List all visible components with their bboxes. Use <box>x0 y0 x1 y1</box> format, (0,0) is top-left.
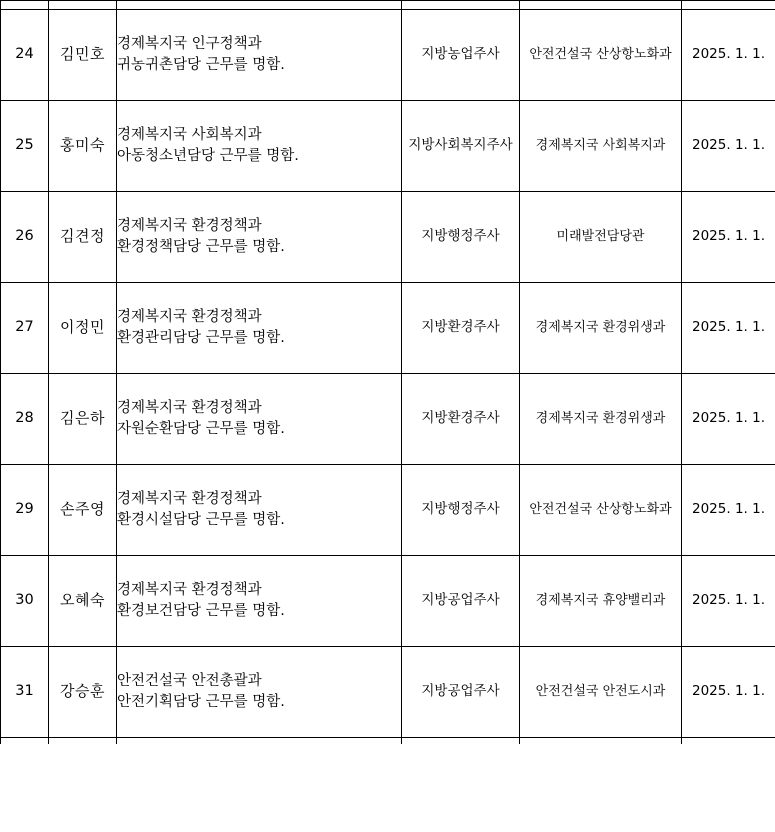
cell-no <box>1 556 49 647</box>
table-row <box>1 10 775 101</box>
cell-name <box>49 556 117 647</box>
cell-detail <box>117 101 402 192</box>
row-rank: 지방사회복지주사 <box>408 137 513 154</box>
cell-date <box>682 465 775 556</box>
table-row <box>1 283 775 374</box>
cell-date <box>682 10 775 101</box>
row-rank: 지방공업주사 <box>421 683 500 700</box>
row-detail-line1: 경제복지국 인구정책과 <box>117 35 262 52</box>
cell-no <box>1 374 49 465</box>
cell-name <box>49 374 117 465</box>
row-name: 김견정 <box>60 226 105 245</box>
row-date: 2025. 1. 1. <box>692 592 765 609</box>
row-date: 2025. 1. 1. <box>692 228 765 245</box>
cell-detail <box>117 1 402 10</box>
cell-detail <box>117 738 402 745</box>
cell-rank <box>402 101 520 192</box>
row-detail-line2: 환경관리담당 근무를 명함. <box>117 330 285 346</box>
table-row-partial-top <box>1 1 775 10</box>
cell-name <box>49 283 117 374</box>
cell-no <box>1 10 49 101</box>
row-rank: 지방공업주사 <box>421 592 500 609</box>
cell-detail <box>117 647 402 738</box>
table-row <box>1 374 775 465</box>
cell-date <box>682 738 775 745</box>
row-date: 2025. 1. 1. <box>692 683 765 700</box>
row-date: 2025. 1. 1. <box>692 501 765 518</box>
row-no: 31 <box>15 683 34 700</box>
row-detail-line1: 경제복지국 환경정책과 <box>117 490 262 507</box>
cell-dept <box>520 283 682 374</box>
cell-detail <box>117 374 402 465</box>
cell-rank <box>402 738 520 745</box>
row-detail-line2: 아동청소년담당 근무를 명함. <box>117 148 299 164</box>
row-dept: 안전건설국 산상항노화과 <box>529 502 672 518</box>
row-detail-line1: 경제복지국 환경정책과 <box>117 581 262 598</box>
table-row-partial-bottom <box>1 738 775 745</box>
row-detail-line2: 환경보건담당 근무를 명함. <box>117 603 285 619</box>
row-no: 24 <box>15 46 34 63</box>
cell-rank <box>402 10 520 101</box>
cell-no <box>1 101 49 192</box>
cell-dept <box>520 738 682 745</box>
cell-name <box>49 465 117 556</box>
cell-name <box>49 192 117 283</box>
table-row <box>1 465 775 556</box>
cell-detail <box>117 465 402 556</box>
row-dept: 경제복지국 환경위생과 <box>535 320 666 336</box>
row-detail-line1: 경제복지국 환경정책과 <box>117 399 262 416</box>
row-detail-line2: 귀농귀촌담당 근무를 명함. <box>117 57 285 73</box>
row-no: 25 <box>15 137 34 154</box>
row-detail-line1: 경제복지국 환경정책과 <box>117 217 262 234</box>
row-name: 오혜숙 <box>60 590 105 609</box>
cell-no <box>1 283 49 374</box>
cell-no <box>1 192 49 283</box>
cell-name <box>49 738 117 745</box>
row-name: 김민호 <box>60 44 105 63</box>
row-no: 28 <box>15 410 34 427</box>
cell-rank <box>402 283 520 374</box>
row-dept: 경제복지국 환경위생과 <box>535 411 666 427</box>
cell-name <box>49 101 117 192</box>
cell-detail <box>117 556 402 647</box>
row-rank: 지방행정주사 <box>421 228 500 245</box>
row-detail-line1: 안전건설국 안전총괄과 <box>117 672 262 689</box>
row-dept: 안전건설국 산상항노화과 <box>529 47 672 63</box>
row-no: 29 <box>15 501 34 518</box>
row-name: 홍미숙 <box>60 135 105 154</box>
cell-no <box>1 738 49 745</box>
cell-date <box>682 647 775 738</box>
row-detail-line2: 안전기획담당 근무를 명함. <box>117 694 285 710</box>
row-date: 2025. 1. 1. <box>692 410 765 427</box>
row-dept: 안전건설국 안전도시과 <box>535 684 666 700</box>
row-rank: 지방행정주사 <box>421 501 500 518</box>
cell-rank <box>402 465 520 556</box>
table-row <box>1 101 775 192</box>
cell-dept <box>520 374 682 465</box>
cell-dept <box>520 192 682 283</box>
cell-dept <box>520 647 682 738</box>
cell-date <box>682 283 775 374</box>
cell-no <box>1 647 49 738</box>
row-rank: 지방농업주사 <box>421 46 500 63</box>
cell-name <box>49 647 117 738</box>
cell-no <box>1 1 49 10</box>
row-date: 2025. 1. 1. <box>692 46 765 63</box>
cell-detail <box>117 192 402 283</box>
cell-name <box>49 10 117 101</box>
cell-date <box>682 101 775 192</box>
row-name: 손주영 <box>60 499 105 518</box>
row-date: 2025. 1. 1. <box>692 137 765 154</box>
cell-rank <box>402 647 520 738</box>
cell-dept <box>520 465 682 556</box>
cell-rank <box>402 556 520 647</box>
cell-date <box>682 192 775 283</box>
cell-dept <box>520 556 682 647</box>
row-no: 27 <box>15 319 34 336</box>
cell-detail <box>117 283 402 374</box>
row-date: 2025. 1. 1. <box>692 319 765 336</box>
row-detail-line1: 경제복지국 사회복지과 <box>117 126 262 143</box>
row-no: 30 <box>15 592 34 609</box>
row-dept: 경제복지국 사회복지과 <box>535 138 666 154</box>
row-no: 26 <box>15 228 34 245</box>
row-name: 강승훈 <box>60 681 105 700</box>
table-row <box>1 192 775 283</box>
row-rank: 지방환경주사 <box>421 319 500 336</box>
table-row <box>1 556 775 647</box>
cell-no <box>1 465 49 556</box>
cell-rank <box>402 192 520 283</box>
cell-date <box>682 1 775 10</box>
row-name: 김은하 <box>60 408 105 427</box>
cell-rank <box>402 1 520 10</box>
row-dept: 경제복지국 휴양밸리과 <box>535 593 666 609</box>
table-row <box>1 647 775 738</box>
cell-detail <box>117 10 402 101</box>
cell-dept <box>520 10 682 101</box>
row-dept: 미래발전담당관 <box>556 229 645 245</box>
cell-name <box>49 1 117 10</box>
cell-date <box>682 556 775 647</box>
row-detail-line2: 환경정책담당 근무를 명함. <box>117 239 285 255</box>
cell-dept <box>520 1 682 10</box>
cell-dept <box>520 101 682 192</box>
row-name: 이정민 <box>60 317 105 336</box>
cell-date <box>682 374 775 465</box>
cell-rank <box>402 374 520 465</box>
row-detail-line2: 자원순환담당 근무를 명함. <box>117 421 285 437</box>
row-rank: 지방환경주사 <box>421 410 500 427</box>
row-detail-line2: 환경시설담당 근무를 명함. <box>117 512 285 528</box>
row-detail-line1: 경제복지국 환경정책과 <box>117 308 262 325</box>
